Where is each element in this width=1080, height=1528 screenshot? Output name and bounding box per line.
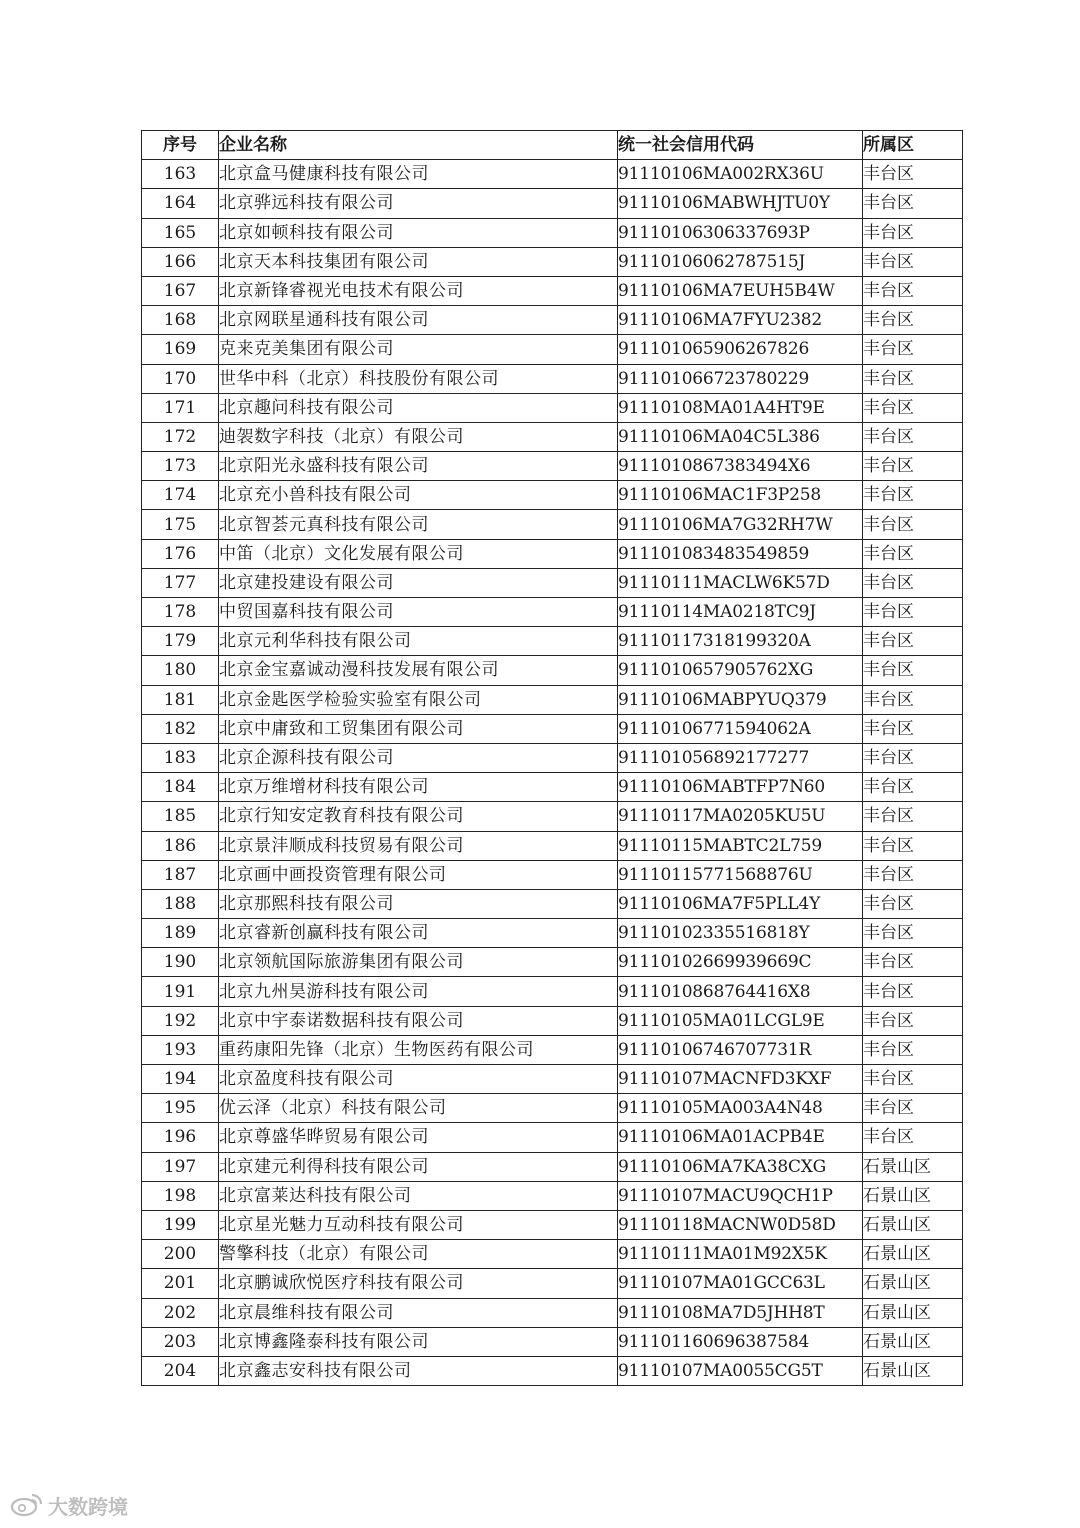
row-seq: 163 xyxy=(142,160,219,189)
company-name: 北京新锋睿视光电技术有限公司 xyxy=(219,276,618,305)
company-name: 世华中科（北京）科技股份有限公司 xyxy=(219,364,618,393)
credit-code: 91110105MA003A4N48 xyxy=(618,1094,863,1123)
district: 石景山区 xyxy=(863,1269,963,1298)
company-name: 北京那熙科技有限公司 xyxy=(219,889,618,918)
credit-code: 91110108MA01A4HT9E xyxy=(618,393,863,422)
table-row xyxy=(142,568,963,597)
district: 丰台区 xyxy=(863,452,963,481)
district: 丰台区 xyxy=(863,481,963,510)
credit-code: 91110106MA002RX36U xyxy=(618,160,863,189)
district: 丰台区 xyxy=(863,1123,963,1152)
company-name: 北京景沣顺成科技贸易有限公司 xyxy=(219,831,618,860)
credit-code: 91110106771594062A xyxy=(618,714,863,743)
district: 丰台区 xyxy=(863,802,963,831)
credit-code: 91110114MA0218TC9J xyxy=(618,598,863,627)
table-row xyxy=(142,1269,963,1298)
row-seq: 178 xyxy=(142,598,219,627)
credit-code: 91110118MACNW0D58D xyxy=(618,1210,863,1239)
credit-code: 91110106MA7EUH5B4W xyxy=(618,276,863,305)
row-seq: 184 xyxy=(142,773,219,802)
credit-code: 91110106MA7G32RH7W xyxy=(618,510,863,539)
district: 丰台区 xyxy=(863,276,963,305)
table-row xyxy=(142,1356,963,1385)
company-name: 北京充小兽科技有限公司 xyxy=(219,481,618,510)
credit-code: 91110107MACNFD3KXF xyxy=(618,1065,863,1094)
row-seq: 174 xyxy=(142,481,219,510)
company-name: 北京万维增材科技有限公司 xyxy=(219,773,618,802)
company-name: 北京画中画投资管理有限公司 xyxy=(219,860,618,889)
company-name: 北京阳光永盛科技有限公司 xyxy=(219,452,618,481)
header-name: 企业名称 xyxy=(219,131,618,160)
credit-code: 91110106MABPYUQ379 xyxy=(618,685,863,714)
company-name: 北京天本科技集团有限公司 xyxy=(219,247,618,276)
credit-code: 911101160696387584 xyxy=(618,1327,863,1356)
district: 丰台区 xyxy=(863,539,963,568)
credit-code: 91110105MA01LCGL9E xyxy=(618,1006,863,1035)
credit-code: 91110106MA7F5PLL4Y xyxy=(618,889,863,918)
table-row xyxy=(142,860,963,889)
credit-code: 9111010657905762XG xyxy=(618,656,863,685)
table-row xyxy=(142,948,963,977)
row-seq: 183 xyxy=(142,743,219,772)
table-row xyxy=(142,598,963,627)
row-seq: 188 xyxy=(142,889,219,918)
row-seq: 173 xyxy=(142,452,219,481)
district: 石景山区 xyxy=(863,1210,963,1239)
credit-code: 911101083483549859 xyxy=(618,539,863,568)
table-row xyxy=(142,335,963,364)
credit-code: 91110106MAC1F3P258 xyxy=(618,481,863,510)
table-row xyxy=(142,1210,963,1239)
credit-code: 9111010867383494X6 xyxy=(618,452,863,481)
company-name: 北京金宝嘉诚动漫科技发展有限公司 xyxy=(219,656,618,685)
district: 丰台区 xyxy=(863,160,963,189)
district: 丰台区 xyxy=(863,1065,963,1094)
row-seq: 165 xyxy=(142,218,219,247)
company-name: 北京九州昊游科技有限公司 xyxy=(219,977,618,1006)
district: 丰台区 xyxy=(863,364,963,393)
row-seq: 195 xyxy=(142,1094,219,1123)
district: 丰台区 xyxy=(863,714,963,743)
row-seq: 177 xyxy=(142,568,219,597)
row-seq: 197 xyxy=(142,1152,219,1181)
table-row xyxy=(142,1152,963,1181)
company-name: 克来克美集团有限公司 xyxy=(219,335,618,364)
company-name: 北京富莱达科技有限公司 xyxy=(219,1181,618,1210)
table-row xyxy=(142,218,963,247)
table-row xyxy=(142,773,963,802)
table-row xyxy=(142,539,963,568)
credit-code: 911101065906267826 xyxy=(618,335,863,364)
table-body xyxy=(142,160,963,1386)
district: 丰台区 xyxy=(863,948,963,977)
table-row xyxy=(142,364,963,393)
company-name: 北京盒马健康科技有限公司 xyxy=(219,160,618,189)
company-name: 北京建元利得科技有限公司 xyxy=(219,1152,618,1181)
company-name: 北京星光魅力互动科技有限公司 xyxy=(219,1210,618,1239)
company-name: 迪袈数字科技（北京）有限公司 xyxy=(219,422,618,451)
district: 丰台区 xyxy=(863,919,963,948)
district: 石景山区 xyxy=(863,1356,963,1385)
credit-code: 91110106MA04C5L386 xyxy=(618,422,863,451)
credit-code: 91110106062787515J xyxy=(618,247,863,276)
company-name: 北京企源科技有限公司 xyxy=(219,743,618,772)
table-row xyxy=(142,510,963,539)
company-name: 北京晨维科技有限公司 xyxy=(219,1298,618,1327)
table-row xyxy=(142,802,963,831)
row-seq: 202 xyxy=(142,1298,219,1327)
table-row xyxy=(142,1298,963,1327)
row-seq: 200 xyxy=(142,1240,219,1269)
district: 丰台区 xyxy=(863,656,963,685)
district: 丰台区 xyxy=(863,627,963,656)
district: 丰台区 xyxy=(863,247,963,276)
table-row xyxy=(142,1240,963,1269)
row-seq: 172 xyxy=(142,422,219,451)
district: 丰台区 xyxy=(863,335,963,364)
company-name: 北京领航国际旅游集团有限公司 xyxy=(219,948,618,977)
company-name: 中贸国嘉科技有限公司 xyxy=(219,598,618,627)
district: 石景山区 xyxy=(863,1298,963,1327)
row-seq: 171 xyxy=(142,393,219,422)
table-row xyxy=(142,481,963,510)
district: 丰台区 xyxy=(863,510,963,539)
table-row xyxy=(142,627,963,656)
row-seq: 199 xyxy=(142,1210,219,1239)
company-name: 北京尊盛华晔贸易有限公司 xyxy=(219,1123,618,1152)
row-seq: 175 xyxy=(142,510,219,539)
row-seq: 166 xyxy=(142,247,219,276)
district: 丰台区 xyxy=(863,743,963,772)
row-seq: 198 xyxy=(142,1181,219,1210)
table-row xyxy=(142,685,963,714)
row-seq: 176 xyxy=(142,539,219,568)
district: 丰台区 xyxy=(863,685,963,714)
district: 丰台区 xyxy=(863,598,963,627)
table-row xyxy=(142,1006,963,1035)
table-header-row xyxy=(142,131,963,160)
credit-code: 91110117318199320A xyxy=(618,627,863,656)
district: 丰台区 xyxy=(863,977,963,1006)
row-seq: 181 xyxy=(142,685,219,714)
company-name: 重药康阳先锋（北京）生物医药有限公司 xyxy=(219,1035,618,1064)
credit-code: 91110106MABWHJTU0Y xyxy=(618,189,863,218)
credit-code: 91110107MA01GCC63L xyxy=(618,1269,863,1298)
credit-code: 91110102335516818Y xyxy=(618,919,863,948)
credit-code: 91110115MABTC2L759 xyxy=(618,831,863,860)
table-row xyxy=(142,1094,963,1123)
company-name: 北京鹏诚欣悦医疗科技有限公司 xyxy=(219,1269,618,1298)
row-seq: 180 xyxy=(142,656,219,685)
credit-code: 91110107MA0055CG5T xyxy=(618,1356,863,1385)
company-name: 北京鑫志安科技有限公司 xyxy=(219,1356,618,1385)
district: 丰台区 xyxy=(863,189,963,218)
credit-code: 911101066723780229 xyxy=(618,364,863,393)
company-name: 北京如顿科技有限公司 xyxy=(219,218,618,247)
watermark xyxy=(10,1490,128,1520)
row-seq: 203 xyxy=(142,1327,219,1356)
credit-code: 91110106306337693P xyxy=(618,218,863,247)
table-row xyxy=(142,1035,963,1064)
company-name: 北京睿新创赢科技有限公司 xyxy=(219,919,618,948)
credit-code: 91110106MABTFP7N60 xyxy=(618,773,863,802)
district: 丰台区 xyxy=(863,1094,963,1123)
company-name: 北京金匙医学检验实验室有限公司 xyxy=(219,685,618,714)
district: 丰台区 xyxy=(863,1035,963,1064)
row-seq: 193 xyxy=(142,1035,219,1064)
credit-code: 91110102669939669C xyxy=(618,948,863,977)
company-name: 优云泽（北京）科技有限公司 xyxy=(219,1094,618,1123)
header-seq: 序号 xyxy=(142,131,219,160)
credit-code: 91110106MA01ACPB4E xyxy=(618,1123,863,1152)
credit-code: 91110115771568876U xyxy=(618,860,863,889)
company-name: 北京智荟元真科技有限公司 xyxy=(219,510,618,539)
row-seq: 191 xyxy=(142,977,219,1006)
company-name: 北京元利华科技有限公司 xyxy=(219,627,618,656)
credit-code: 91110111MACLW6K57D xyxy=(618,568,863,597)
table-row xyxy=(142,1065,963,1094)
district: 丰台区 xyxy=(863,831,963,860)
company-name: 北京趣问科技有限公司 xyxy=(219,393,618,422)
district: 丰台区 xyxy=(863,773,963,802)
district: 丰台区 xyxy=(863,889,963,918)
company-name: 中笛（北京）文化发展有限公司 xyxy=(219,539,618,568)
company-name: 北京中宇泰诺数据科技有限公司 xyxy=(219,1006,618,1035)
table-row xyxy=(142,306,963,335)
row-seq: 168 xyxy=(142,306,219,335)
row-seq: 204 xyxy=(142,1356,219,1385)
enterprise-table xyxy=(141,130,963,1386)
district: 丰台区 xyxy=(863,306,963,335)
row-seq: 170 xyxy=(142,364,219,393)
row-seq: 179 xyxy=(142,627,219,656)
table-row xyxy=(142,656,963,685)
credit-code: 91110106746707731R xyxy=(618,1035,863,1064)
table-row xyxy=(142,276,963,305)
row-seq: 201 xyxy=(142,1269,219,1298)
table-row xyxy=(142,743,963,772)
table-row xyxy=(142,189,963,218)
table-row xyxy=(142,889,963,918)
credit-code: 911101056892177277 xyxy=(618,743,863,772)
company-name: 北京盈度科技有限公司 xyxy=(219,1065,618,1094)
company-name: 北京网联星通科技有限公司 xyxy=(219,306,618,335)
credit-code: 91110108MA7D5JHH8T xyxy=(618,1298,863,1327)
company-name: 警擎科技（北京）有限公司 xyxy=(219,1240,618,1269)
row-seq: 190 xyxy=(142,948,219,977)
district: 石景山区 xyxy=(863,1240,963,1269)
table-row xyxy=(142,422,963,451)
table-row xyxy=(142,831,963,860)
row-seq: 196 xyxy=(142,1123,219,1152)
table-row xyxy=(142,1123,963,1152)
row-seq: 194 xyxy=(142,1065,219,1094)
table-row xyxy=(142,160,963,189)
district: 石景山区 xyxy=(863,1181,963,1210)
row-seq: 186 xyxy=(142,831,219,860)
watermark-text: 大数跨境 xyxy=(48,1494,128,1519)
company-name: 北京骅远科技有限公司 xyxy=(219,189,618,218)
company-name: 北京行知安定教育科技有限公司 xyxy=(219,802,618,831)
credit-code: 91110111MA01M92X5K xyxy=(618,1240,863,1269)
row-seq: 182 xyxy=(142,714,219,743)
district: 丰台区 xyxy=(863,422,963,451)
header-code: 统一社会信用代码 xyxy=(618,131,863,160)
table-row xyxy=(142,393,963,422)
table-row xyxy=(142,1327,963,1356)
row-seq: 189 xyxy=(142,919,219,948)
table-row xyxy=(142,1181,963,1210)
table-row xyxy=(142,919,963,948)
district: 石景山区 xyxy=(863,1152,963,1181)
district: 石景山区 xyxy=(863,1327,963,1356)
row-seq: 164 xyxy=(142,189,219,218)
company-name: 北京博鑫隆泰科技有限公司 xyxy=(219,1327,618,1356)
row-seq: 192 xyxy=(142,1006,219,1035)
company-name: 北京中庸致和工贸集团有限公司 xyxy=(219,714,618,743)
credit-code: 91110107MACU9QCH1P xyxy=(618,1181,863,1210)
district: 丰台区 xyxy=(863,860,963,889)
row-seq: 185 xyxy=(142,802,219,831)
row-seq: 169 xyxy=(142,335,219,364)
company-name: 北京建投建设有限公司 xyxy=(219,568,618,597)
table-row xyxy=(142,977,963,1006)
row-seq: 187 xyxy=(142,860,219,889)
credit-code: 91110106MA7KA38CXG xyxy=(618,1152,863,1181)
table-row xyxy=(142,452,963,481)
credit-code: 9111010868764416X8 xyxy=(618,977,863,1006)
table-row xyxy=(142,247,963,276)
district: 丰台区 xyxy=(863,1006,963,1035)
table-row xyxy=(142,714,963,743)
district: 丰台区 xyxy=(863,218,963,247)
district: 丰台区 xyxy=(863,568,963,597)
district: 丰台区 xyxy=(863,393,963,422)
row-seq: 167 xyxy=(142,276,219,305)
credit-code: 91110117MA0205KU5U xyxy=(618,802,863,831)
weibo-logo-icon xyxy=(10,1492,44,1518)
credit-code: 91110106MA7FYU2382 xyxy=(618,306,863,335)
header-district: 所属区 xyxy=(863,131,963,160)
